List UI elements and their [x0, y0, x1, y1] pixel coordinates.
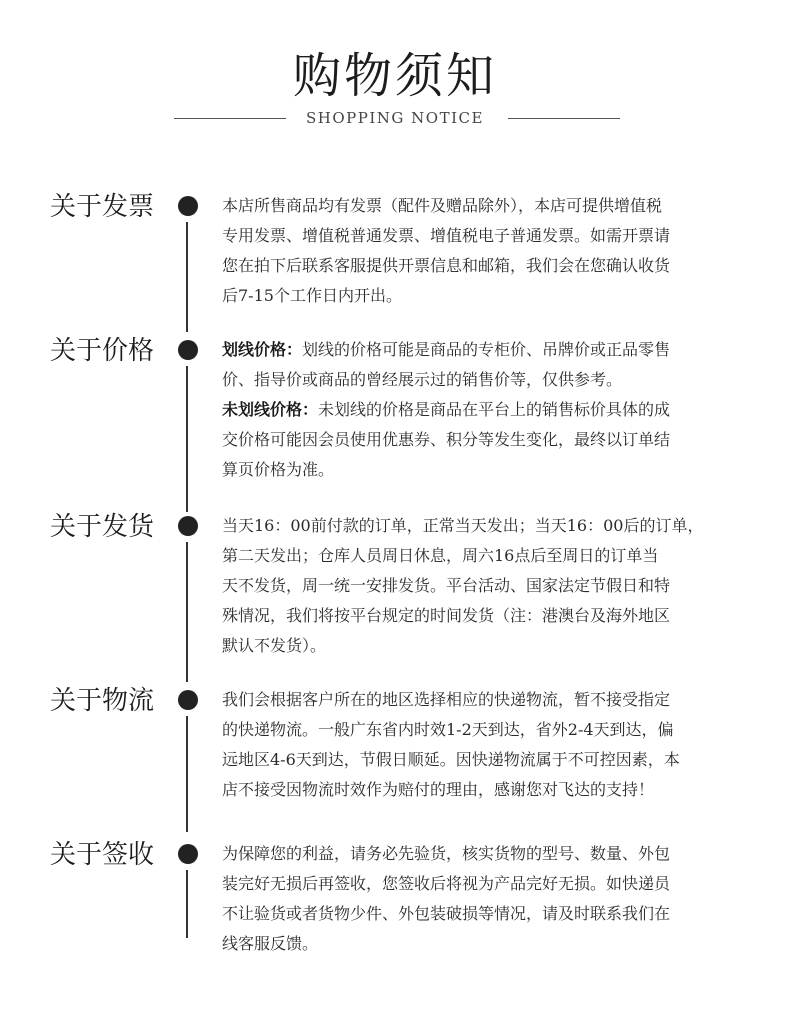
timeline-dot — [178, 690, 198, 710]
section-heading: 关于价格 — [50, 336, 155, 366]
body-line: 为保障您的利益，请务必先验货，核实货物的型号、数量、外包 — [222, 844, 671, 863]
section-heading: 关于签收 — [50, 840, 155, 870]
body-line — [222, 335, 750, 365]
timeline-line — [186, 870, 188, 938]
divider-right — [508, 118, 620, 119]
body-line: 本店所售商品均有发票（配件及赠品除外），本店可提供增值税 — [222, 196, 663, 215]
section-body — [222, 839, 750, 959]
body-line: 的快递物流。一般广东省内时效1-2天到达，省外2-4天到达，偏 — [222, 720, 674, 739]
section-body — [222, 191, 750, 311]
timeline-line — [186, 366, 188, 512]
body-line: 默认不发货）。 — [222, 636, 327, 655]
body-line: 后7-15个工作日内开出。 — [222, 286, 402, 305]
timeline-line — [186, 716, 188, 832]
page-subtitle: SHOPPING NOTICE — [306, 109, 484, 127]
unstruck-price-label: 未划线价格： — [222, 400, 319, 419]
body-line: 装完好无损后再签收，您签收后将视为产品完好无损。如快递员 — [222, 874, 671, 893]
body-line: 不让验货或者货物少件、外包装破损等情况，请及时联系我们在 — [222, 904, 671, 923]
body-line: 线客服反馈。 — [222, 934, 319, 953]
timeline-dot — [178, 196, 198, 216]
page-header — [0, 0, 790, 150]
body-line: 第二天发出；仓库人员周日休息，周六16点后至周日的订单当 — [222, 546, 659, 565]
body-line: 您在拍下后联系客服提供开票信息和邮箱，我们会在您确认收货 — [222, 256, 671, 275]
section-heading: 关于发货 — [50, 512, 155, 542]
timeline-line — [186, 222, 188, 332]
timeline-line — [186, 542, 188, 682]
section-heading: 关于发票 — [50, 192, 155, 222]
timeline-dot — [178, 516, 198, 536]
body-line: 天不发货，周一统一安排发货。平台活动、国家法定节假日和特 — [222, 576, 671, 595]
body-line: 殊情况，我们将按平台规定的时间发货（注：港澳台及海外地区 — [222, 606, 671, 625]
section-body — [222, 685, 750, 805]
body-line: 交价格可能因会员使用优惠券、积分等发生变化，最终以订单结 — [222, 430, 671, 449]
page-title: 购物须知 — [292, 48, 497, 104]
body-line: 我们会根据客户所在的地区选择相应的快递物流，暂不接受指定 — [222, 690, 671, 709]
timeline-dot — [178, 844, 198, 864]
section-body — [222, 335, 750, 485]
section-body — [222, 511, 750, 661]
timeline-dot — [178, 340, 198, 360]
body-line: 算页价格为准。 — [222, 460, 335, 479]
body-line: 价、指导价或商品的曾经展示过的销售价等，仅供参考。 — [222, 370, 623, 389]
strikethrough-price-label: 划线价格： — [222, 340, 303, 359]
body-text-span: 未划线的价格是商品在平台上的销售标价具体的成 — [318, 400, 671, 419]
body-line: 店不接受因物流时效作为赔付的理由，感谢您对飞达的支持！ — [222, 780, 655, 799]
section-heading: 关于物流 — [50, 686, 155, 716]
body-line — [222, 395, 750, 425]
body-text-span: 划线的价格可能是商品的专柜价、吊牌价或正品零售 — [302, 340, 671, 359]
body-line: 当天16：00前付款的订单，正常当天发出；当天16：00后的订单， — [222, 516, 704, 535]
body-line: 远地区4-6天到达，节假日顺延。因快递物流属于不可控因素，本 — [222, 750, 680, 769]
body-line: 专用发票、增值税普通发票、增值税电子普通发票。如需开票请 — [222, 226, 671, 245]
